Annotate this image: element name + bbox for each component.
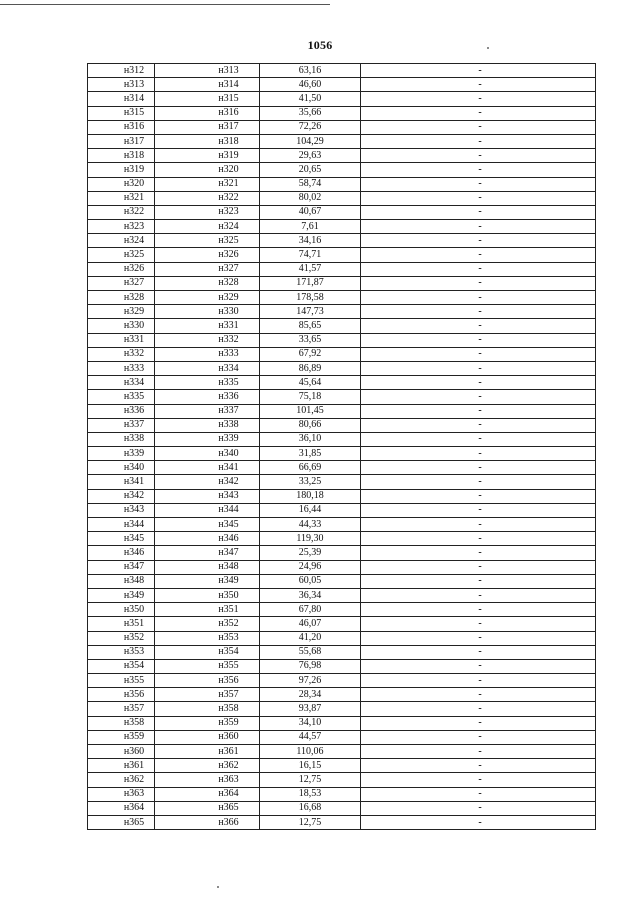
table-row <box>88 319 596 333</box>
cell-distance: 46,07 <box>260 617 361 631</box>
table-row <box>88 688 596 702</box>
cell-from-point: н364 <box>88 801 155 815</box>
cell-note: - <box>361 617 596 631</box>
cell-note: - <box>361 759 596 773</box>
table-row <box>88 617 596 631</box>
cell-note: - <box>361 78 596 92</box>
cell-distance: 20,65 <box>260 163 361 177</box>
table-row <box>88 475 596 489</box>
cell-from-point: н327 <box>88 276 155 290</box>
cell-note: - <box>361 191 596 205</box>
cell-to-point: н327 <box>155 262 260 276</box>
cell-note: - <box>361 447 596 461</box>
cell-from-point: н339 <box>88 447 155 461</box>
cell-to-point: н325 <box>155 234 260 248</box>
cell-from-point: н365 <box>88 815 155 829</box>
table-row <box>88 305 596 319</box>
table-row <box>88 361 596 375</box>
table-row <box>88 262 596 276</box>
cell-to-point: н339 <box>155 432 260 446</box>
table-row <box>88 518 596 532</box>
cell-to-point: н336 <box>155 390 260 404</box>
cell-to-point: н316 <box>155 106 260 120</box>
cell-to-point: н359 <box>155 716 260 730</box>
cell-to-point: н330 <box>155 305 260 319</box>
cell-to-point: н334 <box>155 361 260 375</box>
cell-to-point: н364 <box>155 787 260 801</box>
cell-distance: 36,10 <box>260 432 361 446</box>
boundary-points-table <box>87 63 596 830</box>
cell-distance: 75,18 <box>260 390 361 404</box>
cell-note: - <box>361 815 596 829</box>
table-row <box>88 120 596 134</box>
cell-to-point: н326 <box>155 248 260 262</box>
cell-from-point: н361 <box>88 759 155 773</box>
table-row <box>88 801 596 815</box>
cell-from-point: н342 <box>88 489 155 503</box>
table-row <box>88 191 596 205</box>
cell-to-point: н353 <box>155 631 260 645</box>
cell-to-point: н356 <box>155 674 260 688</box>
table-row <box>88 447 596 461</box>
cell-to-point: н323 <box>155 205 260 219</box>
cell-from-point: н331 <box>88 333 155 347</box>
cell-from-point: н335 <box>88 390 155 404</box>
cell-distance: 119,30 <box>260 532 361 546</box>
cell-distance: 66,69 <box>260 461 361 475</box>
table-row <box>88 92 596 106</box>
cell-to-point: н322 <box>155 191 260 205</box>
table-row <box>88 787 596 801</box>
cell-to-point: н362 <box>155 759 260 773</box>
table-row <box>88 376 596 390</box>
table-row <box>88 234 596 248</box>
cell-note: - <box>361 361 596 375</box>
cell-distance: 63,16 <box>260 64 361 78</box>
cell-from-point: н319 <box>88 163 155 177</box>
cell-from-point: н318 <box>88 149 155 163</box>
cell-note: - <box>361 674 596 688</box>
cell-note: - <box>361 305 596 319</box>
cell-distance: 93,87 <box>260 702 361 716</box>
cell-to-point: н348 <box>155 560 260 574</box>
cell-to-point: н361 <box>155 745 260 759</box>
table-row <box>88 560 596 574</box>
cell-from-point: н315 <box>88 106 155 120</box>
cell-distance: 86,89 <box>260 361 361 375</box>
cell-distance: 35,66 <box>260 106 361 120</box>
cell-from-point: н345 <box>88 532 155 546</box>
cell-from-point: н325 <box>88 248 155 262</box>
table-row <box>88 134 596 148</box>
cell-note: - <box>361 163 596 177</box>
cell-note: - <box>361 333 596 347</box>
cell-distance: 178,58 <box>260 291 361 305</box>
cell-note: - <box>361 376 596 390</box>
cell-note: - <box>361 134 596 148</box>
table-row <box>88 674 596 688</box>
cell-distance: 67,80 <box>260 603 361 617</box>
cell-to-point: н366 <box>155 815 260 829</box>
cell-distance: 41,57 <box>260 262 361 276</box>
cell-to-point: н337 <box>155 404 260 418</box>
cell-note: - <box>361 248 596 262</box>
cell-from-point: н354 <box>88 659 155 673</box>
cell-distance: 29,63 <box>260 149 361 163</box>
cell-from-point: н330 <box>88 319 155 333</box>
table-row <box>88 163 596 177</box>
cell-to-point: н328 <box>155 276 260 290</box>
cell-distance: 171,87 <box>260 276 361 290</box>
cell-from-point: н314 <box>88 92 155 106</box>
cell-note: - <box>361 730 596 744</box>
table-row <box>88 333 596 347</box>
cell-note: - <box>361 518 596 532</box>
cell-from-point: н328 <box>88 291 155 305</box>
cell-to-point: н321 <box>155 177 260 191</box>
cell-distance: 104,29 <box>260 134 361 148</box>
cell-distance: 12,75 <box>260 773 361 787</box>
cell-note: - <box>361 92 596 106</box>
cell-note: - <box>361 773 596 787</box>
scan-edge-line <box>0 4 330 5</box>
cell-to-point: н329 <box>155 291 260 305</box>
cell-to-point: н343 <box>155 489 260 503</box>
table-row <box>88 489 596 503</box>
table-row <box>88 574 596 588</box>
cell-distance: 18,53 <box>260 787 361 801</box>
cell-from-point: н360 <box>88 745 155 759</box>
cell-note: - <box>361 546 596 560</box>
cell-note: - <box>361 588 596 602</box>
cell-distance: 31,85 <box>260 447 361 461</box>
cell-from-point: н363 <box>88 787 155 801</box>
cell-from-point: н359 <box>88 730 155 744</box>
cell-to-point: н341 <box>155 461 260 475</box>
cell-to-point: н342 <box>155 475 260 489</box>
cell-from-point: н362 <box>88 773 155 787</box>
cell-to-point: н340 <box>155 447 260 461</box>
cell-note: - <box>361 120 596 134</box>
cell-to-point: н354 <box>155 645 260 659</box>
cell-note: - <box>361 205 596 219</box>
cell-note: - <box>361 659 596 673</box>
cell-note: - <box>361 149 596 163</box>
cell-from-point: н323 <box>88 220 155 234</box>
cell-from-point: н317 <box>88 134 155 148</box>
cell-distance: 16,68 <box>260 801 361 815</box>
cell-distance: 80,02 <box>260 191 361 205</box>
cell-to-point: н317 <box>155 120 260 134</box>
cell-note: - <box>361 645 596 659</box>
cell-note: - <box>361 475 596 489</box>
cell-note: - <box>361 234 596 248</box>
cell-from-point: н336 <box>88 404 155 418</box>
cell-distance: 72,26 <box>260 120 361 134</box>
cell-note: - <box>361 745 596 759</box>
cell-from-point: н356 <box>88 688 155 702</box>
cell-from-point: н357 <box>88 702 155 716</box>
cell-to-point: н357 <box>155 688 260 702</box>
cell-from-point: н332 <box>88 347 155 361</box>
page-number: 1056 <box>307 38 333 52</box>
cell-distance: 45,64 <box>260 376 361 390</box>
cell-to-point: н338 <box>155 418 260 432</box>
cell-distance: 147,73 <box>260 305 361 319</box>
cell-note: - <box>361 262 596 276</box>
cell-note: - <box>361 560 596 574</box>
cell-from-point: н338 <box>88 432 155 446</box>
cell-distance: 7,61 <box>260 220 361 234</box>
cell-distance: 34,16 <box>260 234 361 248</box>
cell-to-point: н314 <box>155 78 260 92</box>
cell-distance: 28,34 <box>260 688 361 702</box>
table-row <box>88 276 596 290</box>
cell-note: - <box>361 787 596 801</box>
cell-note: - <box>361 390 596 404</box>
cell-to-point: н315 <box>155 92 260 106</box>
cell-note: - <box>361 702 596 716</box>
cell-from-point: н334 <box>88 376 155 390</box>
table-row <box>88 588 596 602</box>
cell-to-point: н331 <box>155 319 260 333</box>
cell-note: - <box>361 177 596 191</box>
cell-to-point: н335 <box>155 376 260 390</box>
cell-distance: 16,44 <box>260 503 361 517</box>
table-row <box>88 532 596 546</box>
cell-distance: 40,67 <box>260 205 361 219</box>
cell-from-point: н353 <box>88 645 155 659</box>
table-row <box>88 390 596 404</box>
cell-from-point: н326 <box>88 262 155 276</box>
cell-to-point: н345 <box>155 518 260 532</box>
table-row <box>88 248 596 262</box>
cell-to-point: н346 <box>155 532 260 546</box>
cell-note: - <box>361 64 596 78</box>
cell-to-point: н332 <box>155 333 260 347</box>
cell-distance: 25,39 <box>260 546 361 560</box>
cell-distance: 44,33 <box>260 518 361 532</box>
cell-to-point: н320 <box>155 163 260 177</box>
cell-note: - <box>361 489 596 503</box>
cell-to-point: н355 <box>155 659 260 673</box>
cell-to-point: н347 <box>155 546 260 560</box>
cell-to-point: н363 <box>155 773 260 787</box>
table-row <box>88 432 596 446</box>
cell-distance: 44,57 <box>260 730 361 744</box>
table-row <box>88 815 596 829</box>
cell-distance: 12,75 <box>260 815 361 829</box>
cell-from-point: н351 <box>88 617 155 631</box>
cell-distance: 74,71 <box>260 248 361 262</box>
cell-distance: 101,45 <box>260 404 361 418</box>
cell-distance: 180,18 <box>260 489 361 503</box>
cell-distance: 46,60 <box>260 78 361 92</box>
cell-to-point: н333 <box>155 347 260 361</box>
cell-note: - <box>361 418 596 432</box>
table-row <box>88 106 596 120</box>
table-row <box>88 461 596 475</box>
cell-from-point: н349 <box>88 588 155 602</box>
table-row <box>88 291 596 305</box>
cell-from-point: н348 <box>88 574 155 588</box>
cell-from-point: н313 <box>88 78 155 92</box>
cell-to-point: н358 <box>155 702 260 716</box>
table-row <box>88 716 596 730</box>
cell-distance: 33,25 <box>260 475 361 489</box>
cell-from-point: н344 <box>88 518 155 532</box>
table-body <box>88 64 596 830</box>
table-row <box>88 404 596 418</box>
cell-distance: 60,05 <box>260 574 361 588</box>
table-row <box>88 759 596 773</box>
cell-note: - <box>361 631 596 645</box>
cell-distance: 33,65 <box>260 333 361 347</box>
cell-note: - <box>361 716 596 730</box>
scan-speck <box>487 47 489 49</box>
table-row <box>88 220 596 234</box>
cell-note: - <box>361 688 596 702</box>
cell-from-point: н355 <box>88 674 155 688</box>
cell-from-point: н343 <box>88 503 155 517</box>
cell-note: - <box>361 276 596 290</box>
cell-note: - <box>361 347 596 361</box>
cell-from-point: н358 <box>88 716 155 730</box>
table-row <box>88 631 596 645</box>
cell-note: - <box>361 432 596 446</box>
table-row <box>88 730 596 744</box>
cell-note: - <box>361 532 596 546</box>
cell-to-point: н360 <box>155 730 260 744</box>
cell-from-point: н341 <box>88 475 155 489</box>
cell-distance: 16,15 <box>260 759 361 773</box>
cell-note: - <box>361 319 596 333</box>
cell-from-point: н324 <box>88 234 155 248</box>
cell-distance: 58,74 <box>260 177 361 191</box>
cell-from-point: н346 <box>88 546 155 560</box>
cell-from-point: н312 <box>88 64 155 78</box>
cell-note: - <box>361 801 596 815</box>
table-row <box>88 177 596 191</box>
cell-to-point: н318 <box>155 134 260 148</box>
cell-distance: 34,10 <box>260 716 361 730</box>
cell-from-point: н322 <box>88 205 155 219</box>
cell-from-point: н340 <box>88 461 155 475</box>
cell-from-point: н350 <box>88 603 155 617</box>
cell-distance: 41,50 <box>260 92 361 106</box>
table-row <box>88 64 596 78</box>
cell-from-point: н347 <box>88 560 155 574</box>
cell-to-point: н344 <box>155 503 260 517</box>
cell-to-point: н350 <box>155 588 260 602</box>
table-row <box>88 347 596 361</box>
cell-distance: 97,26 <box>260 674 361 688</box>
cell-to-point: н365 <box>155 801 260 815</box>
cell-note: - <box>361 291 596 305</box>
cell-note: - <box>361 603 596 617</box>
cell-note: - <box>361 220 596 234</box>
cell-to-point: н352 <box>155 617 260 631</box>
cell-distance: 41,20 <box>260 631 361 645</box>
cell-from-point: н316 <box>88 120 155 134</box>
cell-note: - <box>361 503 596 517</box>
table-row <box>88 773 596 787</box>
cell-distance: 55,68 <box>260 645 361 659</box>
table-row <box>88 78 596 92</box>
cell-note: - <box>361 461 596 475</box>
cell-distance: 76,98 <box>260 659 361 673</box>
table-row <box>88 745 596 759</box>
cell-from-point: н320 <box>88 177 155 191</box>
table-row <box>88 659 596 673</box>
cell-from-point: н329 <box>88 305 155 319</box>
table-row <box>88 603 596 617</box>
cell-note: - <box>361 574 596 588</box>
table-row <box>88 645 596 659</box>
cell-to-point: н349 <box>155 574 260 588</box>
table-row <box>88 205 596 219</box>
table-row <box>88 503 596 517</box>
cell-note: - <box>361 404 596 418</box>
cell-distance: 67,92 <box>260 347 361 361</box>
cell-from-point: н321 <box>88 191 155 205</box>
cell-to-point: н324 <box>155 220 260 234</box>
table-row <box>88 702 596 716</box>
cell-from-point: н337 <box>88 418 155 432</box>
table-row <box>88 546 596 560</box>
cell-distance: 80,66 <box>260 418 361 432</box>
cell-distance: 24,96 <box>260 560 361 574</box>
cell-distance: 36,34 <box>260 588 361 602</box>
cell-note: - <box>361 106 596 120</box>
cell-from-point: н333 <box>88 361 155 375</box>
table-row <box>88 418 596 432</box>
cell-from-point: н352 <box>88 631 155 645</box>
cell-distance: 110,06 <box>260 745 361 759</box>
table-row <box>88 149 596 163</box>
cell-distance: 85,65 <box>260 319 361 333</box>
cell-to-point: н319 <box>155 149 260 163</box>
cell-to-point: н351 <box>155 603 260 617</box>
scan-speck <box>217 886 219 888</box>
cell-to-point: н313 <box>155 64 260 78</box>
